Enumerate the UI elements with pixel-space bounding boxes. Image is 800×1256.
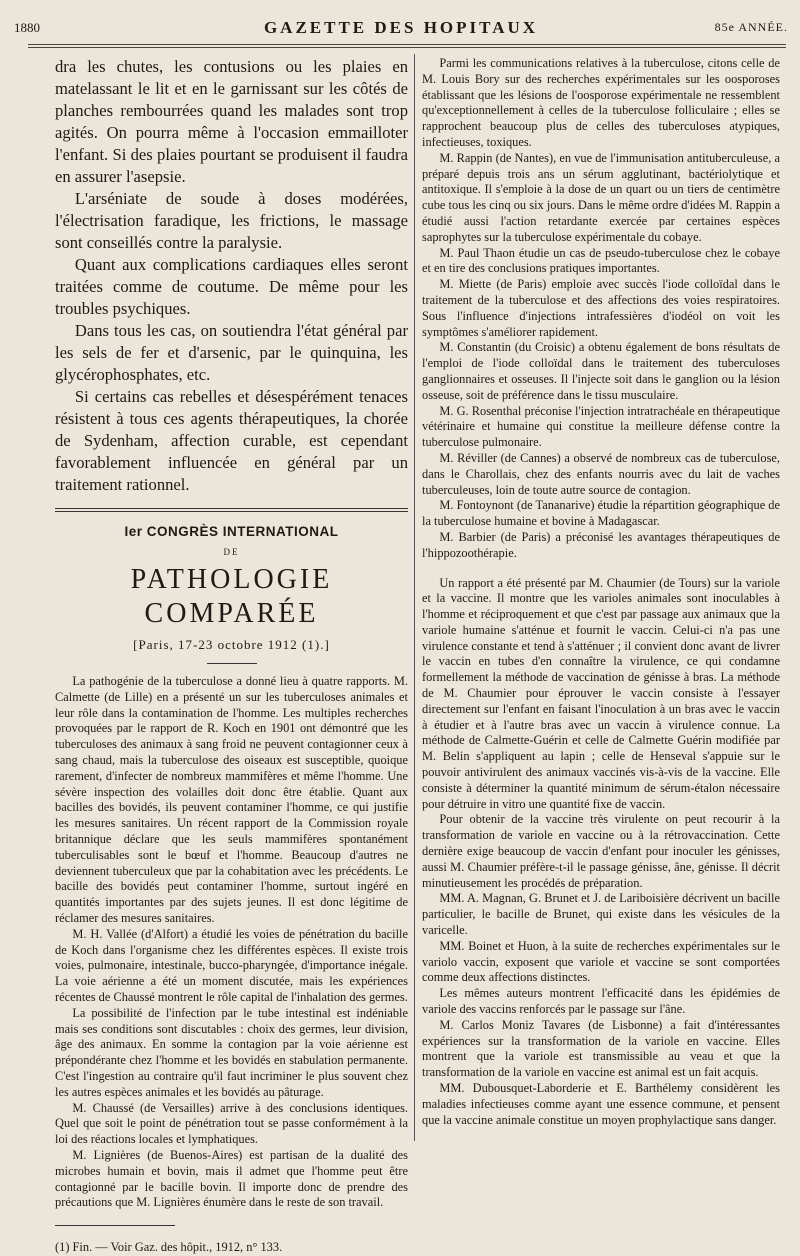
paragraph: dra les chutes, les contusions ou les plaies en matelassant le lit et en le garnissant sur les côtés de planches rembourrées quand les malades sont trop agités. On pourra même à l'occasion emmailloter l'enfant. Si des plaies pourtant se produisent il faudra en assurer l'asepsie.: [55, 57, 408, 186]
paragraph-gap: [422, 562, 780, 576]
header-rule: [28, 44, 786, 48]
footnote: (1) Fin. — Voir Gaz. des hôpit., 1912, n° 133.: [55, 1240, 283, 1255]
paragraph: Un rapport a été présenté par M. Chaumier (de Tours) sur la variole et la vaccine. Il montre que les varioles animales sont inoculables à l'homme et réciproquement et que c'est par passage aux animaux que la variole humaine s'atténue et fournit le vaccin. Celui-ci n'a pas une virulence constante et tend à s'atténuer ; il convient donc avant de livrer le vaccin en tubes d'en connaître la virulence, ce qui condamne formellement la méthode de vaccination de génisse à bras. La méthode de M. Chaumier pour éprouver le vaccin consiste à l'essayer directement sur l'enfant en faisant l'inoculation à un bras avec le vaccin à étudier et à l'autre bras avec un vaccin à virulence connue. La méthode de Calmette-Guérin et celle de Calmette Guérin modifiée par M. Belin s'appliquent au lapin ; celle de Henseval s'appuie sur le pouvoir antivirulent des animaux vaccinés vis-à-vis de la vaccine. Elle consiste à déterminer la quantité minimum de sérum-étalon nécessaire pour détruire in vitro une quantité fixe de vaccin.: [422, 575, 780, 811]
paragraph: Quant aux complications cardiaques elles seront traitées comme de coutume. De même pour les troubles psychiques.: [55, 255, 408, 318]
paragraph: MM. Dubousquet-Laborderie et E. Barthélemy considèrent les maladies infectieuses comme ayant une essence commune, et pensent que la vaccine animale constitue un moyen prophylactique sans danger.: [422, 1081, 780, 1127]
paragraph: Pour obtenir de la vaccine très virulente on peut recourir à la transformation de variole en vaccine ou à la rétrovaccination. Cette dernière exige beaucoup de vaccin d'enfant pour inoculer les génisses, aussi M. Chaumier préfère-t-il le passage génisse, âne, génisse. Il décrit minutieusement les procédés de préparation.: [422, 812, 780, 890]
paragraph: M. Rappin (de Nantes), en vue de l'immunisation antituberculeuse, a préparé depuis trois ans un sérum agglutinant, bactériolytique et antitoxique. Il s'emploie à la dose de un quart ou un tiers de centimètre cube tous les cinq ou six jours. Dans le même ordre d'idées M. Rappin a étudié aussi l'action retardante exercée par certaines espèces saprophytes sur la tuberculose expérimentale du cobaye.: [422, 150, 780, 244]
paragraph: La possibilité de l'infection par le tube intestinal est indéniable mais ses conditions sont discutables : choix des germes, leur division, âge des animaux. En somme la contagion par la voie aérienne est prépondérante chez l'homme et les bovidés en stabulation permanente. C'est l'ingestion au contraire qu'il faut incriminer le plus souvent chez les autres espèces animales et les bovidés au pâturage.: [55, 1005, 408, 1099]
paragraph: Parmi les communications relatives à la tuberculose, citons celle de M. Louis Bory sur des recherches expérimentales sur les oosporoses établissant que les lésions de l'oosporose expérimentale ne ressemblent qu'exceptionnellement à celles de la tuberculose folliculaire ; elles se rapprochent beaucoup plus de celles des tuberculoses atypiques, infectieuses, toxiques.: [422, 56, 780, 149]
running-header: [14, 18, 788, 40]
paragraph: M. Constantin (du Croisic) a obtenu également de bons résultats de l'emploi de l'iode colloïdal dans le traitement des tuberculoses ganglionnaires et osseuses. Il l'injecte soit dans le ganglion ou la lésion osseuse, soit de préférence dans le tissu musculaire.: [422, 340, 780, 402]
section-separator: [55, 508, 408, 512]
congress-de: DE: [223, 547, 240, 557]
paragraph: Si certains cas rebelles et désespérément tenaces résistent à tous ces agents thérapeutiques, la chorée de Sydenham, affection curable, est cependant favorablement influencée en général par un traitement rationnel.: [55, 387, 408, 494]
paragraph: La pathogénie de la tuberculose a donné lieu à quatre rapports. M. Calmette (de Lille) en a présenté un sur les tuberculoses animales et leur rôle dans la contamination de l'homme. Les multiples recherches provoquées par le rapport de R. Koch en 1901 ont démontré que les tuberculoses des animaux à sang froid ne peuvent contagionner ceux à sang chaud, mais la tuberculose des oiseaux est susceptible, quoique rarement, d'infecter de nombreux mammifères et même l'homme. Une sévère inspection des volailles doit donc être établie. Quant aux bacilles des bovidés, ils peuvent contaminer l'homme, ce qui justifie les mesures sanitaires. Un récent rapport de la Commission royale britannique déclare que les seuls mammifères spontanément tuberculisables sont le bœuf et l'homme. Beaucoup d'autres ne deviennent tuberculeux que par la cohabitation avec les précédents. Le bacille des bovidés peut contaminer l'homme, surtout ingéré en quantités importantes par des sujets jeunes. Il est donc légitime de réclamer des mesures sanitaires.: [55, 674, 408, 925]
left-column: [55, 56, 408, 1255]
paragraph: L'arséniate de soude à doses modérées, l'électrisation faradique, les frictions, le massage sont conseillés contre la paralysie.: [55, 189, 408, 252]
year-label: 85e ANNÉE.: [714, 20, 788, 34]
paragraph: Dans tous les cas, on soutiendra l'état général par les sels de fer et d'arsenic, par le quinquina, les glycérophosphates, etc.: [55, 321, 408, 384]
paragraph: M. Lignières (de Buenos-Aires) est partisan de la dualité des microbes humain et bovin, mais il admet que l'homme peut être contagionné par le bacille bovin. Il importe donc de prendre des précautions que M. Lignières énumère dans le reste de son travail.: [55, 1147, 408, 1210]
paragraph: M. Fontoynont (de Tananarive) étudie la répartition géographique de la tuberculose humaine et bovine à Madagascar.: [422, 498, 780, 529]
chorea-treatment-text: [55, 56, 408, 496]
right-column: [422, 56, 780, 1135]
congress-report-text: [55, 674, 408, 1256]
footnote-rule: [55, 1225, 175, 1226]
paragraph: M. Paul Thaon étudie un cas de pseudo-tuberculose chez le cobaye et en tire des conclusions pratiques importantes.: [422, 245, 780, 276]
paragraph: M. Carlos Moniz Tavares (de Lisbonne) a fait d'intéressantes expériences sur la transformation de la variole en vaccine. Elles montrent que la variole est transmissible au veau et que la transformation de la variole en vaccine est animal est un fait acquis.: [422, 1017, 780, 1080]
paragraph: MM. Boinet et Huon, à la suite de recherches expérimentales sur le variolo vaccin, exposent que variole et vaccine se sont comportées comme deux affections distinctes.: [422, 938, 780, 985]
paragraph: M. Miette (de Paris) emploie avec succès l'iode colloïdal dans le traitement de la tuberculose et des affections des voies respiratoires. Sous l'influence d'injections intrafessières d'iodéol on voit les symptômes s'améliorer rapidement.: [422, 277, 780, 339]
short-rule: [207, 663, 257, 664]
congress-name: PATHOLOGIE COMPARÉE: [130, 564, 333, 629]
paragraph: M. Barbier (de Paris) a préconisé les avantages thérapeutiques de l'hippozoothérapie.: [422, 529, 780, 560]
congress-title: Ier CONGRÈS INTERNATIONAL: [124, 524, 339, 539]
column-divider: [414, 54, 415, 1141]
paragraph: Les mêmes auteurs montrent l'efficacité dans les épidémies de variole des vaccins renforcés par le passage sur l'âne.: [422, 986, 780, 1017]
congress-place-date: [Paris, 17-23 octobre 1912 (1).]: [133, 637, 330, 652]
paragraph: MM. A. Magnan, G. Brunet et J. de Lariboisière décrivent un bacille particulier, le bacille de Brunet, qui existe dans les vésicules de la varicelle.: [422, 891, 780, 938]
paragraph: M. G. Rosenthal préconise l'injection intratrachéale en thérapeutique vétérinaire et humaine qui constitue la meilleure défense contre la tuberculose pulmonaire.: [422, 403, 780, 450]
paragraph: M. Chaussé (de Versailles) arrive à des conclusions identiques. Quel que soit le point de pénétration tout se passe conformément à la loi des réactions locales et lymphatiques.: [55, 1100, 408, 1147]
paragraph: M. Réviller (de Cannes) a observé de nombreux cas de tuberculose, dans le Charollais, chez des enfants nourris avec du lait de vaches tuberculeuses, loin de toute autre source de contagion.: [422, 450, 780, 497]
journal-title: GAZETTE DES HOPITAUX: [263, 18, 539, 37]
page-number: 1880: [14, 20, 40, 35]
paragraph: M. H. Vallée (d'Alfort) a étudié les voies de pénétration du bacille de Koch dans l'organisme chez les différentes espèces. Il existe trois voies, pulmonaire, intestinale, bucco-pharyngée, d'importance inégale. La voie aérienne a été un moment discutée, mais les expériences récentes de Chaussé montrent le rôle capital de l'inhalation des germes.: [55, 926, 408, 1004]
